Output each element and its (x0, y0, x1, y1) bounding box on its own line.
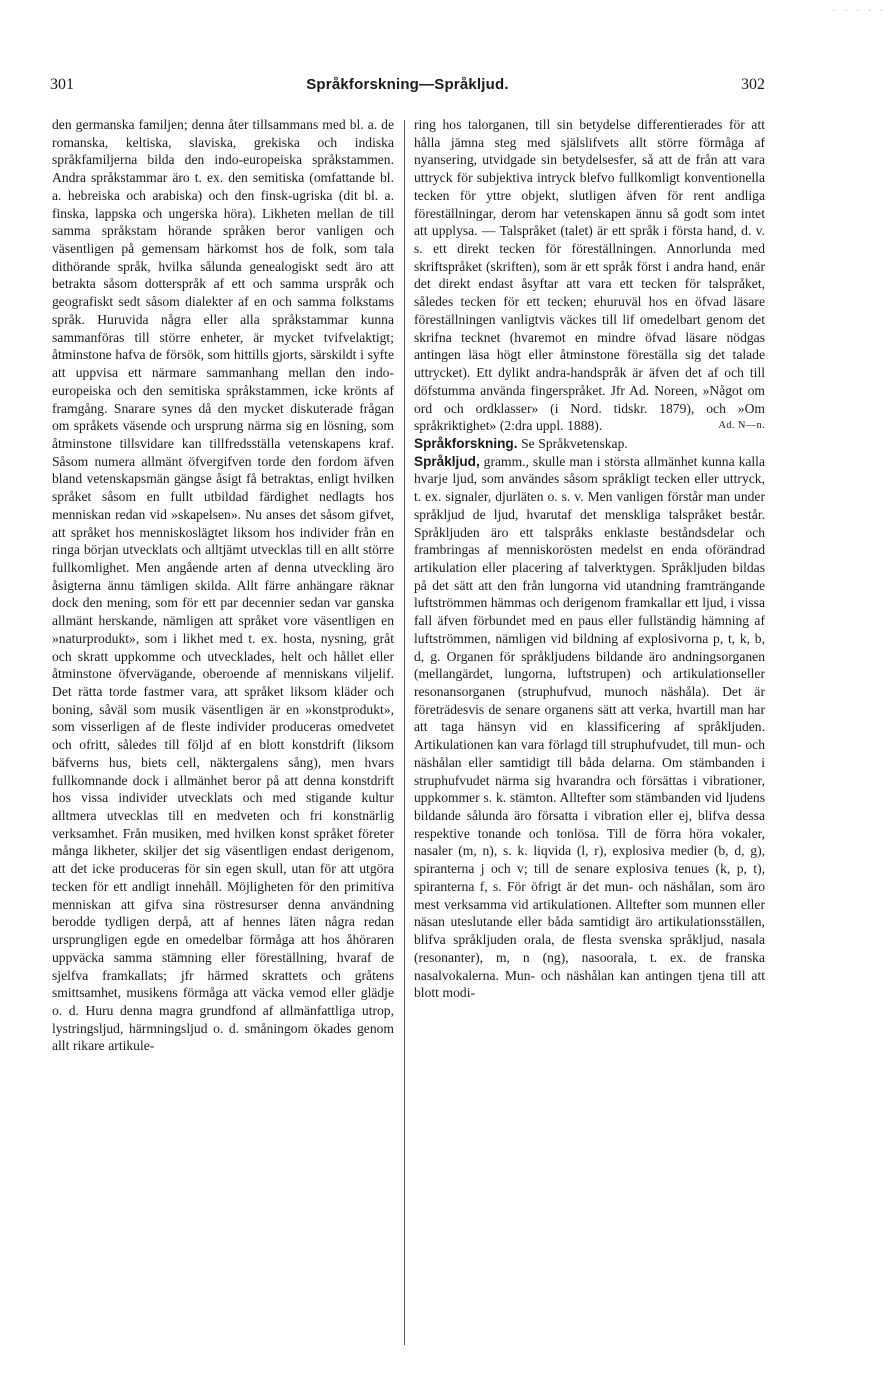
entry-sprakljud (414, 453, 765, 1002)
entry-sprakljud-text: gramm., skulle man i största allmänhet kunna kalla hvarje ljud, som användes såsom språkligt tecken eller uttryck, t. ex. signaler, djurläten o. s. v. Men vanligen förstår man under språkljud de ljud, hvarutaf det menskliga talspråket består. Språkljuden äro ett talspråks enklaste beståndsdelar och frambringas af menniskorösten medelst en enda oförändrad artikulation eller placering af talverktygen. Språkljuden bildas på det sätt att den från lungorna vid utandning framträngande luftströmmen hämmas och derigenom framkallar ett ljud, i vissa fall äfven förbundet med en paus eller fullständig hämning af luftströmmen, nämligen vid bildning af explosivorna p, t, k, b, d, g. Organen för språkljudens bildande äro andningsorganen (mellangärdet, lungorna, luftstrupen) och artikulationseller resonansorganen (struphufvud, munoch näshåla). Det är företrädesvis de senare organens sätt att verka, hvartill man har att taga hänsyn vid en klassificering af språkljuden. Artikulationen kan vara förlagd till struphufvudet, till mun- och näshålan eller samtidigt till båda delarna. Om stämbanden i struphufvudet närma sig hvarandra och försättas i vibrationer, uppkommer s. k. stämton. Alltefter som stämbanden vid ljudens bildande sålunda äro försatta i vibration eller ej, blifva dessa respektive tonande och tonlösa. Till de förra höra vokaler, nasaler (m, n), s. k. liqvida (l, r), explosiva medier (b, d, g), spiranterna j och v; till de senare explosiva tenues (k, p, t), spiranterna f, s. För öfrigt är det mun- och näshålan, som äro mest verksamma vid artikulationen. Alltefter som munnen eller näsan uteslutande eller båda samtidigt äro artikulationsställen, blifva språkljuden orala, de flesta svenska språkljud, nasala (resonanter), m, n (ng), nasoorala, t. ex. de franska nasalvokalerna. Mun- och näshålan kan antingen tjena till att blott modi- (414, 453, 765, 1001)
left-column-text: den germanska familjen; denna åter tillsammans med bl. a. de romanska, keltiska, slaviska, grekiska och indiska språkfamiljerna bilda den indo-europeiska språkstammen. Andra språkstammar äro t. ex. den semitiska (omfattande bl. a. hebreiska och arabiska) och den finsk-ugriska (dit bl. a. finska, lappska och ungerska höra). Likheten mellan de till samma språkstam hörande språken beror vanligen och väsentligen på gemensam härkomst hos de folk, som tala dithörande språk, hvilka sålunda genealogiskt sedt äro att betrakta såsom dotterspråk af ett och samma urspråk och geografiskt sedt såsom dialekter af en och samma folkstams språk. Huruvida några eller alla språkstammar kunna sammanföras till större enheter, är mycket tvifvelaktigt; åtminstone hafva de försök, som hittills gjorts, särskildt i syfte att uppvisa ett närmare sammanhang mellan den indo-europeiska och den semitiska språkstammen, icke krönts af framgång. Snarare synes då den mycket diskuterade frågan om språkets väsende och ursprung närma sig en lösning, som åtminstone tillsvidare kan tillfredsställa vetenskapens kraf. Såsom numera allmänt öfvergifven torde den fordom äfven bland vetenskapsmän gängse åsigt få betraktas, enligt hvilken språket såsom en fullt utbildad färdighet nedlagts hos menniskan redan vid »skapelsen». Nu anses det såsom gifvet, att språket hos menniskoslägtet liksom hos individer från en ringa början utvecklats och alltjämt utvecklas till en allt större fullkomlighet. Men angående arten af denna utveckling äro åsigterna ännu tämligen skilda. Allt färre anhängare räknar dock den mening, som för ett par decennier sedan var ganska allmänt herskande, nämligen att språket vore väsentligen en »naturprodukt», som i likhet med t. ex. hosta, nysning, gråt och skratt uppkomme och utvecklades, helt och hållet eller åtminstone öfvervägande, oberoende af menniskans viljelif. Det rätta torde fastmer vara, att språket liksom kläder och boning, såväl som musik väsentligen är en »konstprodukt», som visserligen af de fleste individer produceras omedvetet och ofritt, således till följd af en blott konstdrift (liksom bäfverns hus, biets cell, näktergalens sång), men hvars fullkomnande dock i allmänhet beror på att denna konstdrift hos vissa individer utvecklats och med stigande kultur alltmera utvecklas till en medveten och fri konstnärlig verksamhet. Från musiken, med hvilken konst språket företer många likheter, skiljer det sig väsentligen endast derigenom, att det icke produceras för sin egen skull, utan för att utgöra tecken för ett andligt innehåll. Möjligheten för den primitiva menniskan att gifva sina röstresurser denna användning berodde tydligen derpå, att af hennes läten några redan ursprungligen egde en omedelbar förmåga att hos åhöraren uppväcka samma stämning eller föreställning, hvaraf de sjelfva framkallats; jfr härmed skrattets och gråtens smittsamhet, musikens förmåga att väcka vemod eller glädje o. d. Huru denna magra grundfond af allmänfattliga utrop, lystringsljud, härmningsljud o. d. småningom ökades genom allt rikare artikule- (52, 117, 394, 1054)
author-signature: Ad. N—n. (718, 420, 765, 432)
headword-sprakforskning: Språkforskning. (414, 435, 518, 451)
page-number-left: 301 (50, 76, 74, 93)
page-header (50, 76, 765, 100)
entry-continuation (414, 116, 765, 435)
headword-sprakljud: Språkljud, (414, 453, 480, 469)
entry-sprakforskning (414, 435, 765, 453)
entry-continuation-text: ring hos talorganen, till sin betydelse differentierades för att hålla jämna steg med själslifvets allt större förmåga af nyansering, utvidgade sin betydelsesfer, så att de från att vara uttryck för subjektiva intryck blefvo fullkomligt konventionella tecken för yttre objekt, slutligen äfven för rent andliga föreställningar, derom har vetenskapen ännu så godt som intet att upplysa. — Talspråket (talet) är ett språk i första hand, d. v. s. ett direkt tecken för föreställningen. Annorlunda med skriftspråket (skriften), som är ett språk först i andra hand, enär det direkt endast åsyftar att vara ett tecken för talspråket, således tecken för ett tecken; ehuruväl hos en öfvad läsare föreställningen vanligtvis väckes till lif omedelbart genom det skrifna tecknet (hvaremot en mindre öfvad läsare nödgas antingen läsa högt eller åtminstone föreställa sig det talade uttrycket). Ett dylikt andra-handspråk är äfven det af och till döfstumma använda fingerspråket. Jfr Ad. Noreen, »Något om ord och ordklasser» (i Nord. tidskr. 1879), och »Om språkriktighet» (2:dra uppl. 1888). (414, 117, 765, 434)
running-head: Språkforskning—Språkljud. (306, 76, 509, 93)
right-column (414, 116, 765, 1351)
left-column (52, 116, 394, 1351)
scan-artifact: · · · · · (832, 6, 886, 17)
page-number-right: 302 (741, 76, 765, 93)
column-divider (404, 120, 405, 1345)
entry-sprakforskning-text: Se Språkvetenskap. (521, 435, 628, 451)
